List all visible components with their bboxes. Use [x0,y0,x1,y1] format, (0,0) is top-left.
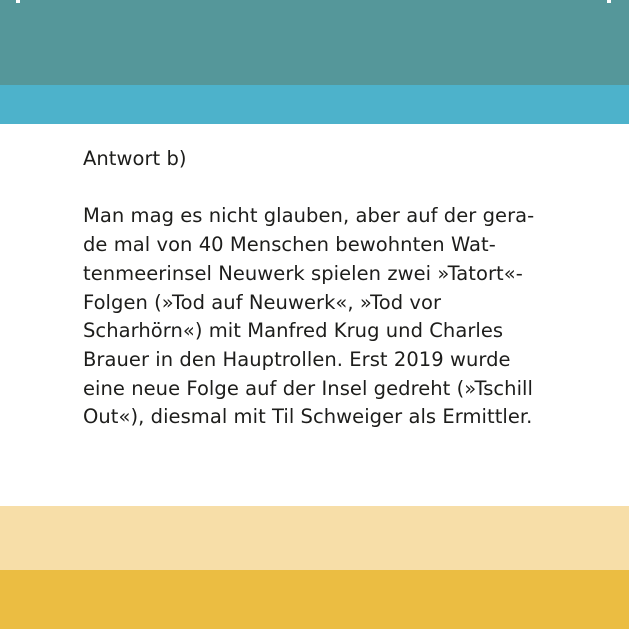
bottom-band-dark [0,570,629,629]
answer-heading: Antwort b) [83,147,187,170]
top-band-dark [0,0,629,85]
answer-body-line: eine neue Folge auf der Insel gedreht (»Tschill [83,376,533,400]
top-band-light [0,85,629,124]
answer-card [83,145,563,432]
answer-body [83,202,563,432]
crop-mark-right [607,0,611,3]
answer-body-line: Folgen (»Tod auf Neuwerk«, »Tod vor [83,290,442,314]
bottom-band-light [0,506,629,570]
answer-body-line: de mal von 40 Menschen bewohnten Wat- [83,233,496,257]
answer-body-line: Scharhörn«) mit Manfred Krug und Charles [83,319,504,343]
answer-body-line: Out«), diesmal mit Til Schweiger als Ermittler. [83,405,533,429]
answer-body-line: tenmeerinsel Neuwerk spielen zwei »Tatort«- [83,261,523,285]
crop-mark-left [16,0,20,3]
answer-body-line: Man mag es nicht glauben, aber auf der gera- [83,204,535,228]
answer-body-line: Brauer in den Hauptrollen. Erst 2019 wurde [83,347,511,371]
